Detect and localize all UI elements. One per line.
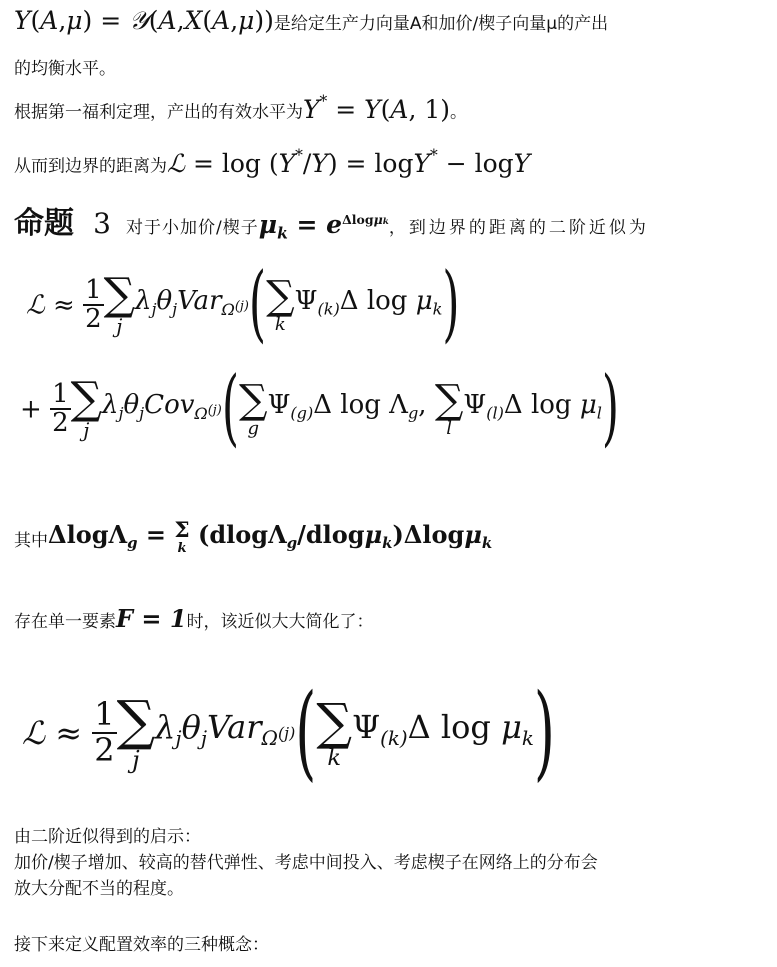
text-insight-body1: 加价/楔子增加、较高的替代弹性、考虑中间投入、考虑楔子在网络上的分布会 xyxy=(14,853,598,873)
text-line4: 从而到边界的距离为 xyxy=(14,156,167,177)
line-equilibrium-output xyxy=(14,6,608,36)
sum-index-l: l xyxy=(446,418,452,440)
formula-Y-A-mu: Y(A,μ) = 𝒴(A,X(A,μ)) xyxy=(14,6,274,35)
frac-num-3: 1 xyxy=(94,695,115,734)
line-where xyxy=(14,520,492,555)
sum-index-j: j xyxy=(116,315,123,339)
sum-index-j-2: j xyxy=(83,419,90,443)
formula-approx-line1: ℒ ≈ $\frac{1}{2}$ ∑ j $\lambda_j\theta_jVar_{\Omega^{(j)}}$( ∑ k $\Psi_{(k)}\Delta$ $\log \mu_k$) xyxy=(26,255,460,353)
formula-F-eq-1: F = 1 xyxy=(116,604,187,633)
formula-Y-star: Y* = Y(A, 1) xyxy=(303,92,451,124)
proposition-number: 3 xyxy=(93,207,111,240)
formula-mu-k: $\mu_k = e^{\Delta log\mu k}$ xyxy=(258,210,389,243)
formula-approx-line2: + $\frac{1}{2}$ ∑ j $\lambda_j\theta_jCov_{\Omega^{(j)}}$( ∑ g $\Psi_{(g)}\Delta$ $\log \Lambda_g$, ∑ l $\Psi_{(l)}\Delta$ $\log \mu_l$) xyxy=(20,359,620,457)
text-insight-body2: 放大分配不当的程度。 xyxy=(14,879,184,899)
formula-simplified: ℒ ≈ $\frac{1}{2}$ ∑ j $\lambda_j\theta_jVar_{\Omega^{(j)}}$( ∑ k $\Psi_{(k)}\Delta$ $\log \mu_k$) xyxy=(22,672,555,792)
sum-index-g: g xyxy=(247,418,260,440)
frac-den-3: 2 xyxy=(94,730,115,769)
text-single-pre: 存在单一要素 xyxy=(14,612,116,632)
text-single-post: 时，该近似大大简化了： xyxy=(186,612,374,632)
frac-num-2: 1 xyxy=(52,379,69,410)
frac-den: 2 xyxy=(85,304,102,335)
sum-index-k-3: k xyxy=(327,744,342,771)
line-efficient-output xyxy=(14,92,467,124)
formula-delta-lambda: ΔlogΛ$_g$ = Σ k (dlogΛ$_g$/dlogμ$_k$)Δlogμ$_k$ xyxy=(48,518,493,556)
sum-index-k: k xyxy=(274,314,286,336)
text-insight-title: 由二阶近似得到的启示： xyxy=(14,827,201,847)
proposition-header xyxy=(14,198,649,242)
text-next: 接下来定义配置效率的三种概念： xyxy=(14,935,269,955)
text-line3-end: 。 xyxy=(450,102,468,123)
sum-index-k-where: k xyxy=(177,540,187,556)
frac-den-2: 2 xyxy=(52,408,69,439)
text-prop1: 对于小加价/楔子 xyxy=(126,218,259,238)
formula-distance-L: ℒ = log (Y*/Y) = logY* − logY xyxy=(167,146,531,178)
line-single-factor xyxy=(14,604,374,633)
text-line1: 是给定生产力向量A和加价/楔子向量μ的产出 xyxy=(273,14,609,34)
line-distance xyxy=(14,146,530,178)
sum-index-j-3: j xyxy=(132,744,140,774)
text-prop2: ，到边界的距离的二阶近似为 xyxy=(388,218,649,238)
proposition-title: 命题 xyxy=(14,206,74,241)
text-line2: 的均衡水平。 xyxy=(14,59,116,79)
text-line3: 根据第一福利定理，产出的有效水平为 xyxy=(14,102,303,123)
frac-num: 1 xyxy=(85,275,102,306)
text-where: 其中 xyxy=(14,531,48,551)
